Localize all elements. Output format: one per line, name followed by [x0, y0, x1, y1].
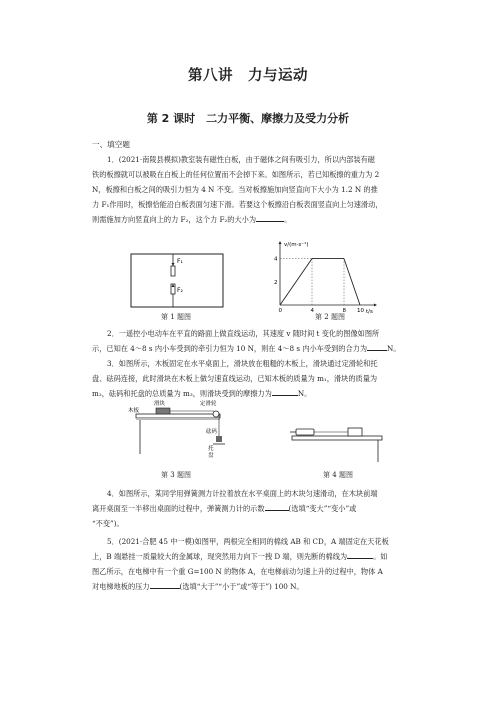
- q1-line-5-end: 。: [284, 215, 292, 224]
- x-tick-label: 10: [357, 308, 364, 314]
- label-tray-1: 托: [208, 446, 214, 452]
- block: [156, 408, 170, 414]
- question-3: [92, 356, 412, 401]
- q4-line-2-end: (选填“变大”“变小”或: [288, 504, 357, 513]
- q3-line-3: m₂，砝码和托盘的总质量为 m₃，则滑块受到的摩擦力为: [92, 389, 272, 398]
- q5-answer-blank-2[interactable]: [150, 580, 180, 589]
- q4-answer-blank[interactable]: [265, 502, 289, 511]
- q5-line-2-end: 。如: [373, 552, 388, 561]
- figure-4-spring-balance: [286, 416, 386, 466]
- y-tick-label: 2: [274, 279, 278, 286]
- label-board: 木板: [128, 408, 140, 414]
- q4-line-2: 离开桌面至一半移出桌面的过程中，弹簧测力计的示数: [92, 504, 265, 513]
- pulley: [213, 411, 219, 417]
- q2-line-2: 示，已知在 4～8 s 内小车受到的牵引力恒为 10 N，则在 4～8 s 内小车受到的合力为: [92, 344, 368, 353]
- figure-2-chart: [262, 238, 382, 314]
- x-tick-label: 4: [310, 308, 314, 314]
- q3-answer-blank[interactable]: [272, 387, 298, 396]
- lesson-subtitle: 第 2 课时 二力平衡、摩擦力及受力分析: [146, 112, 350, 125]
- q3-line-2: 盘、砝码连接，此时滑块在木板上做匀速直线运动，已知木板的质量为 m₁，滑块的质量为: [92, 374, 378, 383]
- q4-line-3: “不变”)。: [92, 519, 124, 528]
- q5-line-1: 5．(2021·合肥 45 中一模)如图甲，两根完全相同的棉线 AB 和 CD，A 端固定在天花板: [107, 537, 389, 546]
- q5-line-4: 对电梯地板的压力: [92, 582, 150, 591]
- series-segment: [344, 259, 360, 305]
- label-tray-2: 盘: [208, 453, 214, 459]
- board: [136, 414, 220, 418]
- q2-line-2-end: N。: [387, 344, 401, 353]
- q5-answer-blank-1[interactable]: [347, 550, 373, 559]
- q1-answer-blank[interactable]: [256, 213, 284, 222]
- figure-3-caption: 第 3 题图: [161, 471, 191, 479]
- eraser-1: [171, 266, 175, 276]
- q1-line-2: 铁的板擦就可以被吸在白板上的任何位置而不会掉下来。如图所示，若已知板擦的重力为 2: [92, 170, 380, 179]
- x-tick-label: 0: [278, 308, 282, 314]
- question-2: [92, 326, 412, 356]
- x-axis-label: t/s: [366, 309, 373, 314]
- question-4: [92, 486, 412, 531]
- lecture-title: 第八讲 力与运动: [188, 68, 308, 84]
- label-f1: F₁: [177, 258, 183, 265]
- wooden-block: [348, 428, 362, 436]
- figure-1-whiteboard: [128, 250, 228, 312]
- q5-line-3: 图乙所示，在电梯中有一个重 G=100 N 的物体 A，在电梯前动匀速上升的过程中，物体 A: [92, 567, 383, 576]
- q5-line-4-end: (选填“大于”“小于”或“等于”) 100 N。: [179, 582, 304, 591]
- weight: [216, 436, 222, 442]
- q1-line-3: N，板擦和白板之间的吸引力恒为 4 N 不变。当对板擦施加向竖直向下大小为 1.2 N 的推: [92, 185, 378, 194]
- label-block: 滑块: [154, 401, 166, 407]
- question-1: [92, 152, 412, 227]
- desk-top: [292, 436, 382, 440]
- q3-line-1: 3．如图所示，木板固定在水平桌面上，滑块放在粗糙的木板上，滑块通过定滑轮和托: [107, 359, 378, 368]
- figure-4-caption: 第 4 题图: [323, 471, 353, 479]
- label-pulley: 定滑轮: [200, 401, 217, 407]
- spring-balance: [296, 429, 314, 435]
- section-heading: 一、填空题: [92, 140, 130, 149]
- figure-1-caption: 第 1 题图: [161, 313, 191, 321]
- y-axis-label: v/(m·s⁻¹): [284, 242, 309, 248]
- q1-line-1: 1．(2021·南陵县模拟)教室装有磁性白板，由于磁体之间有吸引力，所以内部装有磁: [107, 155, 375, 164]
- question-5: [92, 534, 412, 594]
- q1-line-5: 则需施加方向竖直向上的力 F₂，这个力 F₂的大小为: [92, 215, 257, 224]
- q1-line-4: 力 F₁作用时，板擦恰能沿白板表面匀速下滑。若要这个板擦沿白板表面竖直向上匀速滑动，: [92, 200, 383, 209]
- label-weight: 砝码: [206, 429, 218, 435]
- series-segment: [280, 259, 312, 305]
- x-tick-label: 8: [342, 308, 346, 314]
- figure-2-caption: 第 2 题图: [315, 313, 345, 321]
- label-f2: F₂: [177, 287, 183, 294]
- q3-line-3-end: N。: [297, 389, 312, 398]
- q5-line-2: 上，B 端悬挂一质量较大的金属球，现突然用力向下一拽 D 端，则先断的棉线为: [92, 552, 348, 561]
- q4-line-1: 4．如图所示，某同学用弹簧测力计拉着放在水平桌面上的木块匀速滑动，在木块前端: [107, 489, 378, 498]
- figure-3-pulley-setup: [128, 400, 228, 462]
- q2-line-1: 2．一遥控小电动车在平直的路面上做直线运动，其速度 v 随时间 t 变化的图像如图所: [107, 329, 380, 338]
- table-top: [136, 418, 220, 420]
- q2-answer-blank[interactable]: [367, 342, 387, 351]
- y-tick-label: 4: [274, 256, 278, 263]
